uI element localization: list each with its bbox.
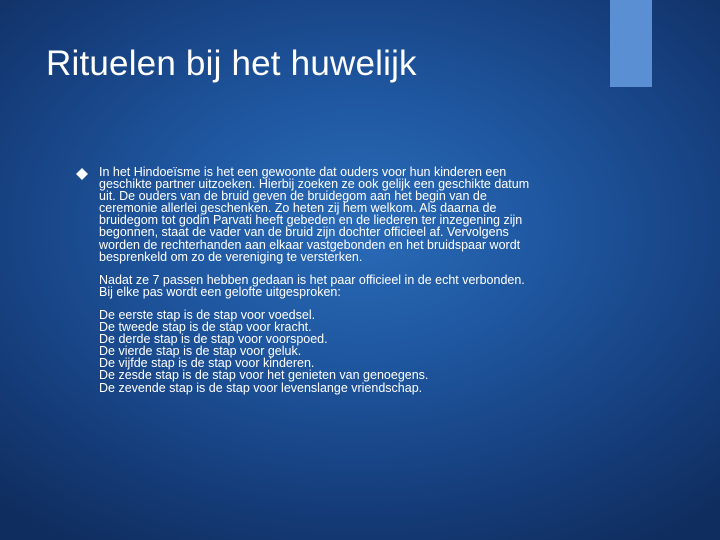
text-line: besprenkeld om zo de vereniging te versterken. — [99, 249, 363, 264]
text-line: uit. De ouders van de bruid geven de bruidegom aan het begin van de — [99, 189, 487, 204]
text-line: De eerste stap is de stap voor voedsel. — [99, 307, 316, 322]
paragraph-seven-steps — [99, 274, 600, 298]
text-line: In het Hindoeïsme is het een gewoonte dat ouders voor hun kinderen een — [99, 165, 507, 179]
paragraph-step-list — [99, 309, 600, 394]
text-line: De vijfde stap is de stap voor kinderen. — [99, 356, 315, 371]
text-line: begonnen, staat de vader van de bruid zijn dochter officieel af. Vervolgens — [99, 225, 509, 240]
text-line: De tweede stap is de stap voor kracht. — [99, 320, 312, 335]
text-line: De vierde stap is de stap voor geluk. — [99, 344, 302, 359]
text-line: Bij elke pas wordt een gelofte uitgesproken: — [99, 284, 341, 299]
text-line: De zevende stap is de stap voor levenslange vriendschap. — [99, 380, 423, 395]
text-line: De zesde stap is de stap voor het genieten van genoegens. — [99, 368, 429, 383]
diamond-bullet-icon — [76, 168, 88, 180]
text-line: ceremonie allerlei geschenken. Zo heten zij hem welkom. Als daarna de — [99, 201, 497, 216]
text-line: De derde stap is de stap voor voorspoed. — [99, 332, 328, 347]
text-line: worden de rechterhanden aan elkaar vastgebonden en het bruidspaar wordt — [99, 237, 521, 252]
accent-bar — [610, 0, 652, 87]
text-line: Nadat ze 7 passen hebben gedaan is het paar officieel in de echt verbonden. — [99, 272, 525, 287]
bullet-text — [99, 166, 600, 394]
slide-title: Rituelen bij het huwelijk — [46, 44, 417, 83]
slide-content — [80, 166, 600, 405]
text-line: bruidegom tot godin Parvati heeft gebeden en de liederen ter inzegening zijn — [99, 213, 523, 228]
text-line: geschikte partner uitzoeken. Hierbij zoeken ze ook gelijk een geschikte datum — [99, 177, 530, 192]
paragraph-intro — [99, 166, 600, 263]
